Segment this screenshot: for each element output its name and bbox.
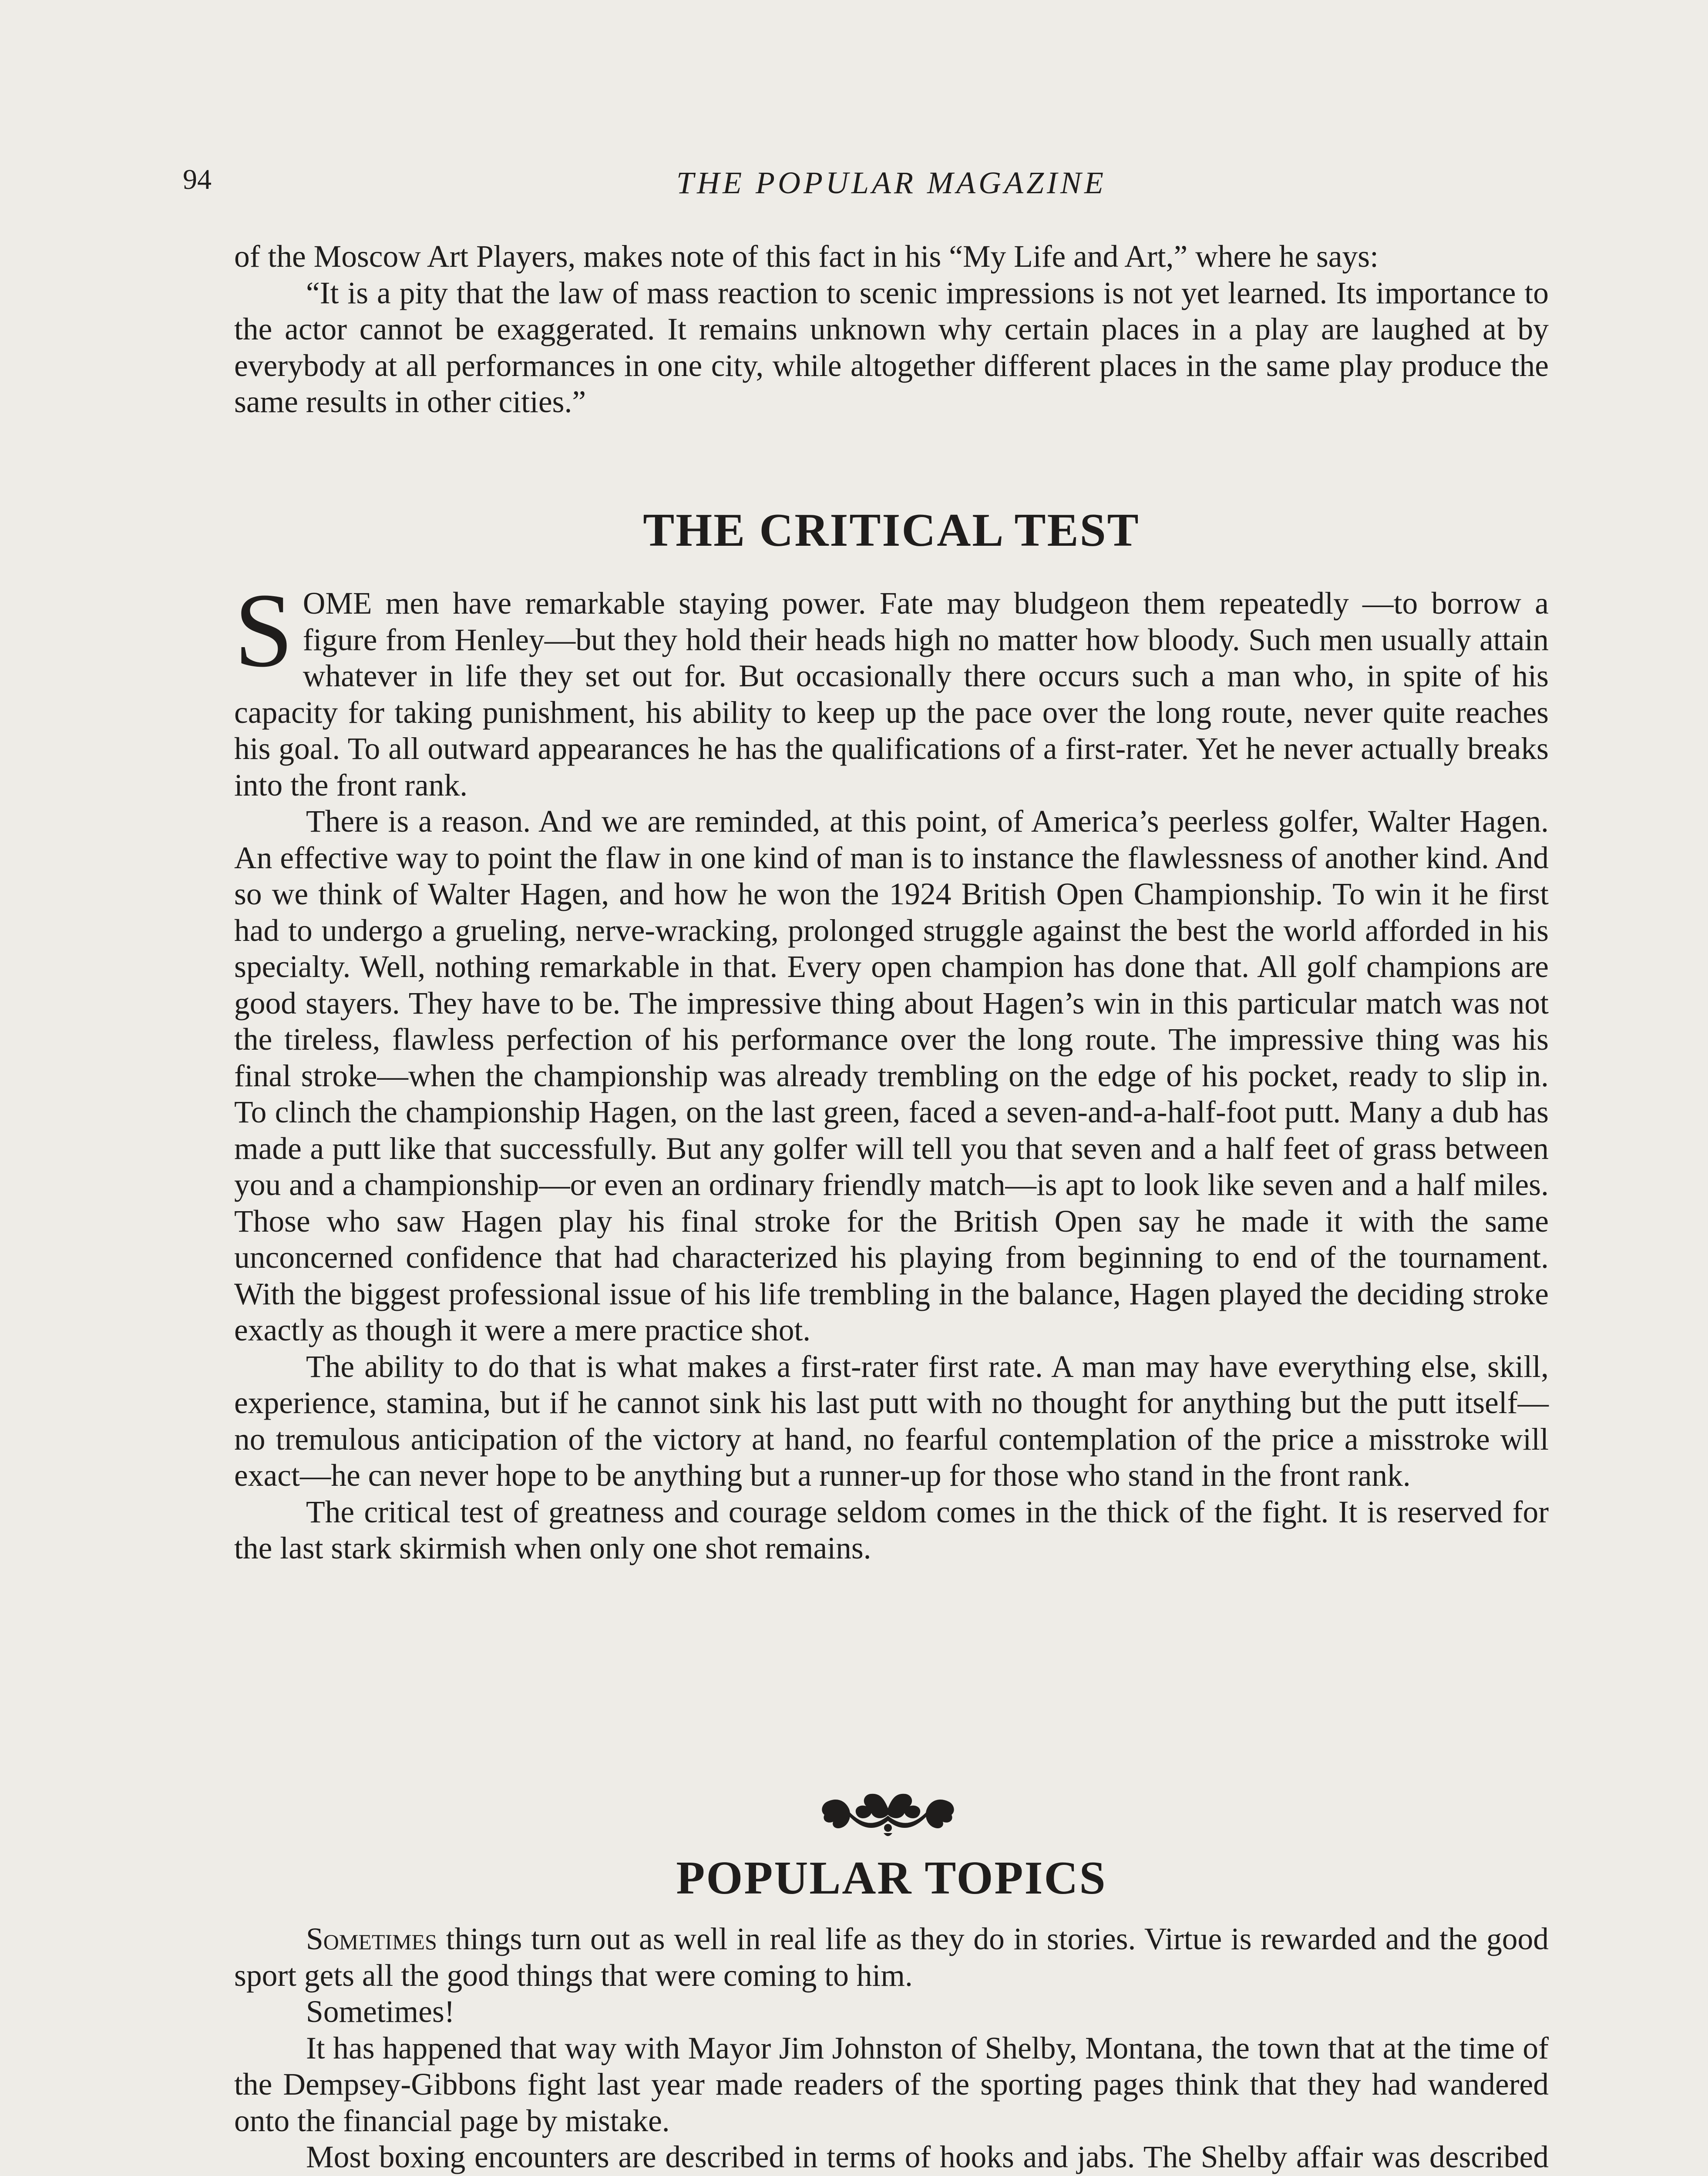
drop-cap: S	[234, 571, 293, 689]
popular-topics-paragraph-2: Sometimes!	[306, 1995, 455, 2029]
intro-quote: “It is a pity that the law of mass reaction to scenic impressions is not yet learned. Its importance to the actor cannot be exaggerated. It remains unknown why certain places in a play are laughed at by everybody at all performances in one city, while altogether different places in the same play produce the same results in other cities.”	[234, 275, 1549, 419]
critical-test-paragraph-2: There is a reason. And we are reminded, at this point, of America’s peerless golfer, Walter Hagen. An effective way to point the flaw in one kind of man is to instance the flawlessness of another kind. And so we think of Walter Hagen, and how he won the 1924 British Open Championship. To win it he first had to undergo a grueling, nerve-wracking, prolonged struggle against the best the world afforded in his specialty. Well, nothing remarkable in that. Every open champion has done that. All golf champions are good stayers. They have to be. The impressive thing about Hagen’s win in this particular match was not the tireless, flawless perfection of his performance over the long route. The impressive thing was his final stroke—when the championship was already trembling on the edge of his pocket, ready to slip in. To clinch the championship Hagen, on the last green, faced a seven-and-a-half-foot putt. Many a dub has made a putt like that successfully. But any golfer will tell you that seven and a half feet of grass between you and a championship—or even an ordinary friendly match—is apt to look like seven and a half miles. Those who saw Hagen play his final stroke for the British Open say he made it with the same unconcerned confidence that had characterized his playing from beginning to end of the tournament. With the biggest professional issue of his life trembling in the balance, Hagen played the deciding stroke exactly as though it were a mere practice shot.	[234, 804, 1549, 1347]
popular-topics-paragraph-3: It has happened that way with Mayor Jim Johnston of Shelby, Montana, the town that at the time of the Dempsey-Gibbons fight last year made readers of the sporting pages think that they had wandered onto the financial page by mistake.	[234, 2031, 1549, 2138]
popular-topics-paragraph-1: Sometimes things turn out as well in real life as they do in stories. Virtue is rewarded and the good sport gets all the good things that were coming to him.	[234, 1922, 1549, 1993]
section-heading-popular-topics: POPULAR TOPICS	[676, 1852, 1107, 1904]
section-heading-critical-test: THE CRITICAL TEST	[643, 504, 1140, 556]
popular-topics-paragraph-4: Most boxing encounters are described in terms of hooks and jabs. The Shelby affair was described	[306, 2140, 1549, 2174]
critical-test-paragraph-3: The ability to do that is what makes a first-rater first rate. A man may have everything else, skill, experience, stamina, but if he cannot sink his last putt with no thought for anything but the putt itself—no tremulous anticipation of the victory at hand, no fearful contemplation of the price a misstroke will exact—he can never hope to be anything but a runner-up for those who stand in the front rank.	[234, 1349, 1549, 1493]
lead-word: Sometimes	[306, 1922, 437, 1956]
running-title: THE POPULAR MAGAZINE	[676, 165, 1106, 200]
critical-test-paragraph-4: The critical test of greatness and courage seldom comes in the thick of the fight. It is reserved for the last stark skirmish when only one shot remains.	[234, 1494, 1549, 1565]
critical-test-paragraph-1: SOME men have remarkable staying power. Fate may bludgeon them repeatedly —to borrow a figure from Henley—but they hold their heads high no matter how bloody. Such men usually attain whatever in life they set out for. But occasionally there occurs such a man who, in spite of his capacity for taking punishment, his ability to keep up the pace over the long route, never quite reaches his goal. To all outward appearances he has the qualifications of a first-rater. Yet he never actually breaks into the front rank.	[234, 571, 1549, 803]
intro-paragraph: of the Moscow Art Players, makes note of this fact in his “My Life and Art,” where he says:	[234, 239, 1379, 274]
critical-test-section	[234, 504, 1549, 1567]
page-number: 94	[183, 164, 212, 195]
floral-ornament-icon	[818, 1784, 958, 1841]
popular-topics-section	[234, 1852, 1549, 2176]
intro-section	[234, 238, 1549, 420]
